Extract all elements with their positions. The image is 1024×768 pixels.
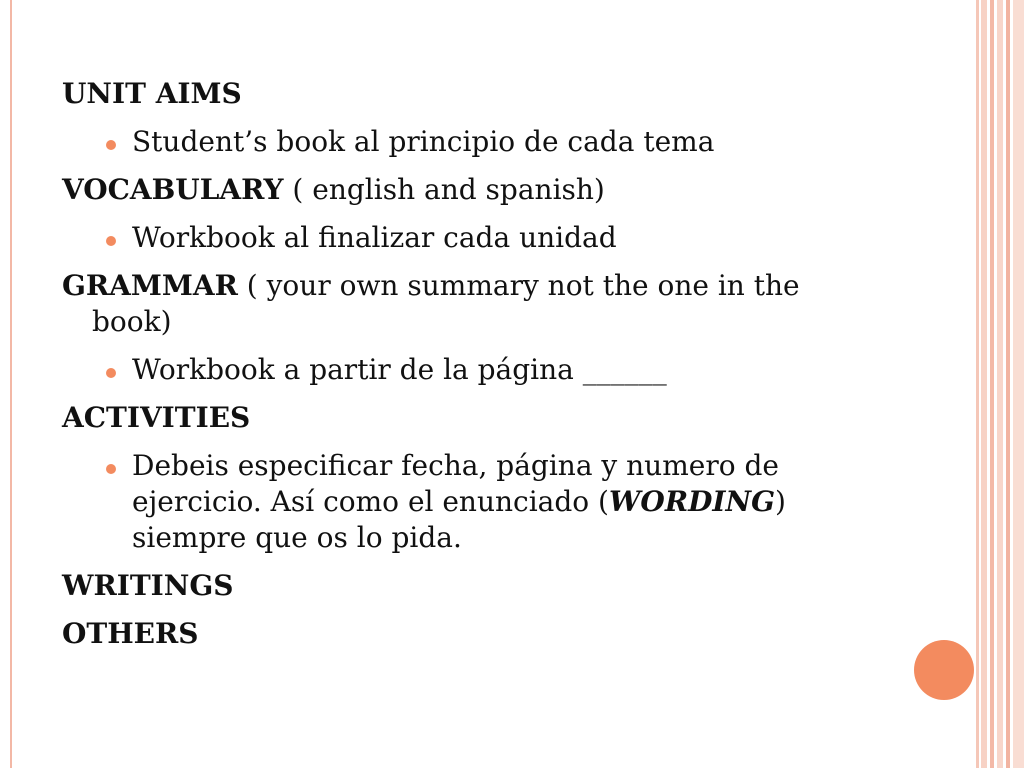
bullet-unit-aims: Student’s book al principio de cada tema	[62, 124, 882, 160]
wording-emphasis: WORDING	[608, 485, 775, 518]
page-blank: ______	[582, 353, 667, 386]
left-border-line	[10, 0, 12, 768]
section-heading-writings: WRITINGS	[62, 569, 234, 602]
bullet-dot-icon	[106, 140, 116, 150]
section-heading-grammar: GRAMMAR ( your own summary not the one in the book)	[62, 269, 800, 338]
section-heading-others: OTHERS	[62, 617, 199, 650]
accent-circle	[914, 640, 974, 700]
slide-content	[62, 76, 882, 652]
right-stripe	[1006, 0, 1010, 768]
bullet-grammar: Workbook a partir de la página ______	[62, 352, 882, 388]
bullet-dot-icon	[106, 236, 116, 246]
bullet-activities: Debeis especificar fecha, página y numero de ejercicio. Así como el enunciado (WORDING) siempre que os lo pida.	[62, 448, 882, 556]
section-heading-unit-aims: UNIT AIMS	[62, 77, 242, 110]
bullet-vocabulary: Workbook al finalizar cada unidad	[62, 220, 882, 256]
section-heading-vocabulary: VOCABULARY ( english and spanish)	[62, 173, 605, 206]
bullet-dot-icon	[106, 368, 116, 378]
right-stripe	[981, 0, 987, 768]
right-stripe	[976, 0, 979, 768]
right-stripe	[1013, 0, 1024, 768]
section-heading-activities: ACTIVITIES	[62, 401, 251, 434]
bullet-dot-icon	[106, 464, 116, 474]
right-stripe	[997, 0, 1003, 768]
right-stripe	[990, 0, 994, 768]
